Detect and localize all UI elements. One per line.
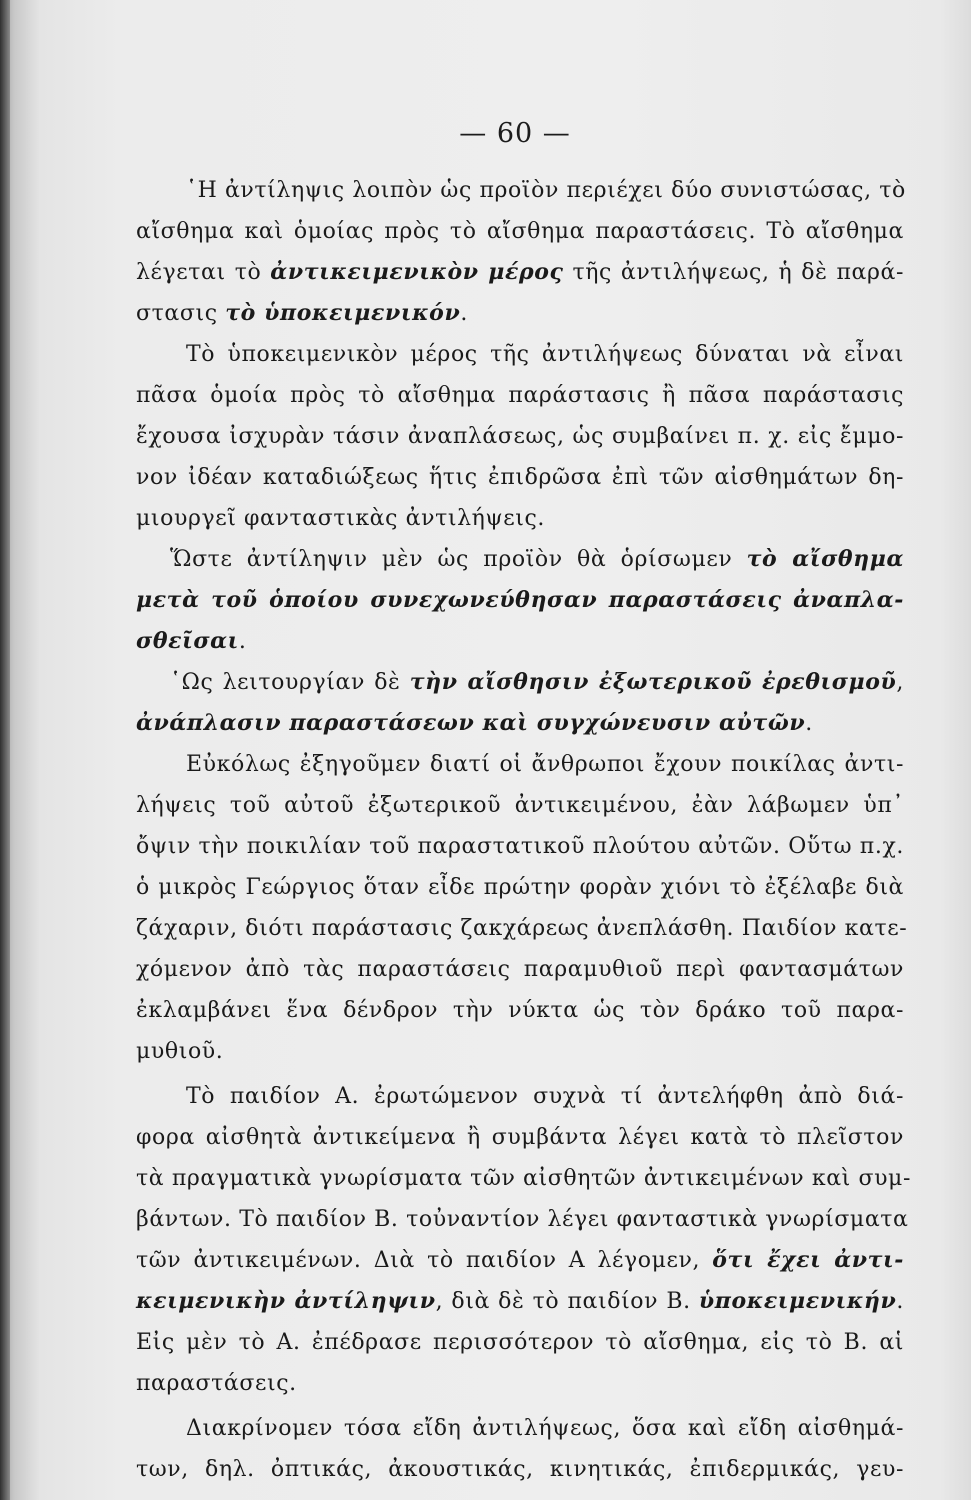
text-line: κειμενικὴν ἀντίληψιν, διὰ δὲ τὸ παιδίον Β. ὑποκειμενικήν. — [136, 1288, 904, 1314]
text-line: αἴσθημα καὶ ὁμοίας πρὸς τὸ αἴσθημα παραστάσεις. Τὸ αἴσθημα — [136, 219, 904, 244]
body-text — [136, 170, 911, 1490]
emphasis: ὅτι ἔχει ἀντι- — [712, 1247, 905, 1273]
text-line: ῾Η ἀντίληψις λοιπὸν ὡς προϊὸν περιέχει δύο συνιστώσας, τὸ — [186, 178, 906, 203]
emphasis: κειμενικὴν ἀντίληψιν — [136, 1288, 436, 1314]
text-line: νον ἰδέαν καταδιώξεως ἥτις ἐπιδρῶσα ἐπὶ τῶν αἰσθημάτων δη- — [136, 465, 904, 490]
text-line: πᾶσα ὁμοία πρὸς τὸ αἴσθημα παράστασις ἢ πᾶσα παράστασις — [136, 383, 904, 408]
text-line: των, δηλ. ὀπτικάς, ἀκουστικάς, κινητικάς, ἐπιδερμικάς, γευ- — [136, 1457, 904, 1482]
text-line: Εἰς μὲν τὸ Α. ἐπέδρασε περισσότερον τὸ αἴσθημα, εἰς τὸ Β. αἱ — [136, 1330, 904, 1355]
text-line: ἐκλαμβάνει ἕνα δένδρον τὴν νύκτα ὡς τὸν δράκο τοῦ παρα- — [136, 998, 904, 1023]
emphasis: μετὰ τοῦ ὁποίου συνεχωνεύθησαν παραστάσεις ἀναπλα- — [136, 587, 904, 613]
emphasis: σθεῖσαι — [136, 628, 239, 654]
emphasis: ἀντικειμενικὸν μέρος — [270, 259, 564, 285]
text-line: παραστάσεις. — [136, 1371, 297, 1396]
text-line: φορα αἰσθητὰ ἀντικείμενα ἢ συμβάντα λέγει κατὰ τὸ πλεῖστον — [136, 1125, 904, 1150]
page-spine-shadow — [0, 0, 10, 1500]
text-line: ῾Ως λειτουργίαν δὲ τὴν αἴσθησιν ἐξωτερικοῦ ἐρεθισμοῦ, — [170, 669, 904, 695]
emphasis: ὑποκειμενικήν — [698, 1288, 897, 1314]
text-line: λήψεις τοῦ αὐτοῦ ἐξωτερικοῦ ἀντικειμένου, ἐὰν λάβωμεν ὑπ᾿ — [136, 793, 904, 818]
text-line: Εὐκόλως ἐξηγοῦμεν διατί οἱ ἄνθρωποι ἔχουν ποικίλας ἀντι- — [186, 752, 904, 777]
text-line: μιουργεῖ φανταστικὰς ἀντιλήψεις. — [136, 506, 545, 531]
text-line: ζάχαριν, διότι παράστασις ζακχάρεως ἀνεπλάσθη. Παιδίον κατε- — [136, 916, 908, 941]
emphasis: τὸ ὑποκειμενικόν — [225, 300, 461, 326]
text-line: Τὸ παιδίον Α. ἐρωτώμενον συχνὰ τί ἀντελήφθη ἀπὸ διά- — [186, 1084, 904, 1109]
text-line: ἀνάπλασιν παραστάσεων καὶ συγχώνευσιν αὐτῶν. — [136, 710, 813, 736]
page-number: — 60 — — [459, 118, 571, 149]
emphasis: τὸ αἴσθημα — [746, 546, 904, 572]
text-line: μυθιοῦ. — [136, 1039, 224, 1064]
text-line: Τὸ ὑποκειμενικὸν μέρος τῆς ἀντιλήψεως δύναται νὰ εἶναι — [186, 342, 904, 367]
emphasis: ἀνάπλασιν παραστάσεων καὶ συγχώνευσιν αὐτῶν — [136, 710, 806, 736]
text-line: λέγεται τὸ ἀντικειμενικὸν μέρος τῆς ἀντιλήψεως, ἡ δὲ παρά- — [136, 259, 905, 285]
text-line: τῶν ἀντικειμένων. Διὰ τὸ παιδίον Α λέγομεν, ὅτι ἔχει ἀντι- — [136, 1247, 905, 1273]
text-line: ὁ μικρὸς Γεώργιος ὅταν εἶδε πρώτην φορὰν χιόνι τὸ ἐξέλαβε διὰ — [136, 875, 904, 900]
text-line: Διακρίνομεν τόσα εἴδη ἀντιλήψεως, ὅσα καὶ εἴδη αἰσθημά- — [186, 1416, 904, 1441]
text-line — [136, 580, 904, 621]
text-line: βάντων. Τὸ παιδίον Β. τοὐναντίον λέγει φανταστικὰ γνωρίσματα — [136, 1207, 909, 1232]
text-line: τὰ πραγματικὰ γνωρίσματα τῶν αἰσθητῶν ἀντικειμένων καὶ συμ- — [136, 1166, 911, 1191]
text-line: ὄψιν τὴν ποικιλίαν τοῦ παραστατικοῦ πλούτου αὐτῶν. Οὕτω π.χ. — [136, 834, 904, 859]
text-line: στασις τὸ ὑποκειμενικόν. — [136, 300, 468, 326]
text-line: ἔχουσα ἰσχυρὰν τάσιν ἀναπλάσεως, ὡς συμβαίνει π. χ. εἰς ἔμμο- — [136, 424, 904, 449]
emphasis: τὴν αἴσθησιν ἐξωτερικοῦ ἐρεθισμοῦ — [409, 669, 897, 695]
text-line: σθεῖσαι. — [136, 628, 247, 654]
text-line: χόμενον ἀπὸ τὰς παραστάσεις παραμυθιοῦ περὶ φαντασμάτων — [136, 957, 904, 982]
text-line: Ὥστε ἀντίληψιν μὲν ὡς προϊὸν θὰ ὁρίσωμεν τὸ αἴσθημα — [170, 546, 904, 572]
